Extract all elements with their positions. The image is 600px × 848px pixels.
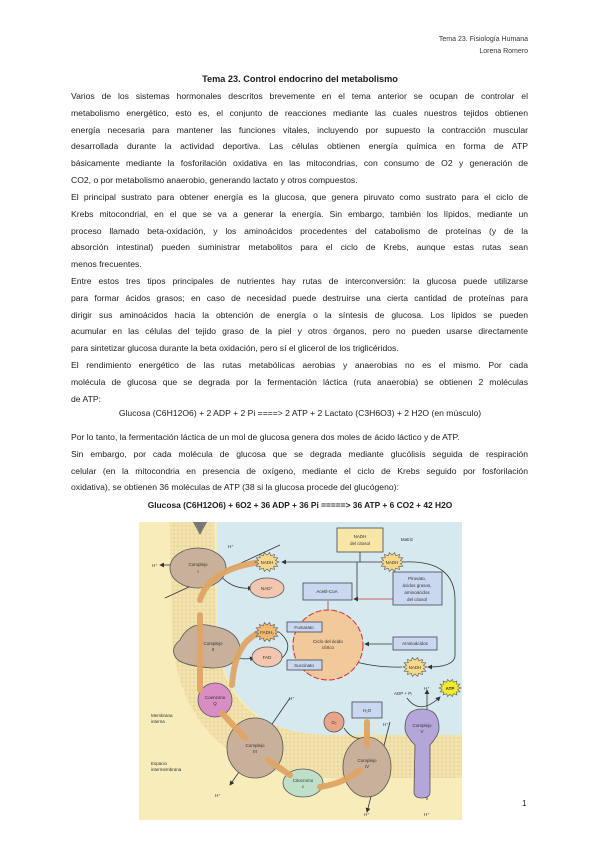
nadh-label: NADH <box>260 560 274 565</box>
text-line: dirigir sus aminoácidos hacia la obtención de energía o la síntesis de glucosa. Los lípidos se pueden <box>71 309 528 320</box>
text-line: de ATP: <box>71 393 101 404</box>
membrane-label-2: interna <box>151 719 165 724</box>
cytc-label: Citocromo <box>292 778 314 783</box>
complex-ii-label: Complejo <box>203 641 223 646</box>
text-line: para formar ácidos grasos; en caso de necesidad puede destruirse una cierta cantidad de proteínas para <box>71 292 528 303</box>
text-line: básicamente mediante la fosforilación oxidativa en las mitocondrias, con consumo de O2 y generación de <box>71 158 528 168</box>
o2-label: O₂ <box>331 720 337 725</box>
adp-pi-label: ADP + Pᵢ <box>393 691 413 696</box>
complex-i-label-2: I <box>197 569 199 574</box>
amino-acids-label: Aminoácidos <box>402 641 428 646</box>
coq-label-2: Q <box>213 701 217 706</box>
text-line: energía necesaria para mantener las funciones vitales, incluyendo por supuesto la contracción muscular <box>71 124 528 135</box>
complex-iii-label: Complejo <box>245 743 265 748</box>
h-plus-label: H⁺ <box>424 812 430 817</box>
h-plus-label: H⁺ <box>383 722 389 727</box>
nadh-label-cytosol: NADH <box>385 560 399 565</box>
coq-label: Coenzima <box>204 695 226 700</box>
matrix-label: Matriz <box>400 537 414 542</box>
complex-v-label: Complejo <box>412 723 432 728</box>
header-course: Tema 23. Fisiología Humana <box>438 36 528 43</box>
complex-i <box>170 548 226 588</box>
paragraph <box>71 429 528 496</box>
acetyl-coa-label: Acetil-CoA <box>316 589 338 594</box>
text-line: absorción intestinal) pueden suministrar metabolitos para el ciclo de Krebs, aunque estas rutas sean <box>71 242 528 253</box>
atp-label: ATP <box>445 686 455 691</box>
pyruvate-label-4: del citosol <box>406 597 428 602</box>
nadh-label-cycle: NADH <box>408 665 422 670</box>
intermembrane-label-2: intermembrana <box>151 767 182 772</box>
text-line: Entre estos tres tipos principales de nutrientes hay rutas de interconversión: la glucosa puede utilizarse <box>71 276 528 286</box>
text-line: desarrollada durante la actividad deportiva. Las células obtienen energía química en forma de ATP <box>71 141 528 152</box>
text-line: para sintetizar glucosa durante la beta oxidación, pero sí el glicerol de los triglicéridos. <box>71 343 399 353</box>
complex-v-label-2: V <box>420 729 424 734</box>
page-title: Tema 23. Control endocrino del metabolismo <box>202 74 398 84</box>
oxidative-phosphorylation-figure <box>139 522 462 820</box>
text-line: El rendimiento energético de las rutas metabólicas aerobias y anaerobias no es el mismo. Por cada <box>71 360 528 370</box>
h-plus-label: H⁺ <box>364 812 370 817</box>
page-number: 1 <box>522 799 527 808</box>
nadh-cytosol-label: NADH <box>353 534 367 539</box>
paragraph <box>71 273 528 357</box>
nadh-cytosol-label-2: del citosol <box>349 541 371 546</box>
equation-lactic: Glucosa (C6H12O6) + 2 ADP + 2 Pi ====> 2 ATP + 2 Lactato (C3H6O3) + 2 H2O (en músculo) <box>118 408 482 418</box>
text-line: molécula de glucosa que se degrada por la fermentación láctica (ruta anaerobia) se obtienen 2 moléculas <box>71 376 528 387</box>
paragraph <box>71 357 528 407</box>
membrane-label: Membrana <box>151 713 173 718</box>
text-line: acumular en las células del tejido graso de la piel y otros órganos, pero no pueden usarse directamente <box>71 326 528 337</box>
complex-iii-label-2: III <box>253 749 257 754</box>
cytc-label-2: c <box>301 784 305 789</box>
pyruvate-label-2: ácidos grasos, <box>402 583 432 588</box>
fad-label: FAD <box>262 655 272 660</box>
complex-i-label: Complejo <box>188 562 208 567</box>
header-author: Lorena Romero <box>479 48 528 55</box>
text-line: Sin embargo, por cada molécula de glucosa que se degrada mediante glucólisis seguida de respiración <box>71 448 528 459</box>
nad-label: NAD⁺ <box>261 586 273 591</box>
text-line: menos frecuentes. <box>71 259 142 269</box>
cycle-label: Ciclo del ácido <box>313 639 343 644</box>
text-line: oxidativa), se obtienen 36 moléculas de ATP (38 si la glucosa procede del glucógeno): <box>71 482 399 493</box>
text-line: celular (en la mitocondria en presencia de oxígeno, mediante el ciclo de Krebs seguido por fosforilación <box>71 465 528 476</box>
running-header <box>439 34 528 58</box>
nadh-cytosol-box <box>337 528 383 552</box>
complex-iv-label-2: IV <box>364 764 370 769</box>
water-label: H₂O <box>362 708 372 713</box>
text-line: Por lo tanto, la fermentación láctica de un mol de glucosa genera dos moles de ácido láctico y de ATP. <box>71 432 460 442</box>
h-plus-label: H⁺ <box>289 696 295 701</box>
succinate-label: Succinato <box>294 663 314 668</box>
text-line: proceso llamado beta-oxidación, y los aminoácidos procedentes del catabolismo de proteínas (y de la <box>71 225 528 236</box>
text-line: metabolismo energético, esto es, el conjunto de reacciones mediante las cuales nuestros tejidos obtienen <box>71 107 528 118</box>
complex-ii-label-2: II <box>211 647 215 652</box>
text-line: Krebs mitocondrial, en el que se va a generar la energía. Sin embargo, también los lípidos, mediante un <box>71 208 528 219</box>
intermembrane-label: Espacio <box>151 761 168 766</box>
text-line: El principal sustrato para obtener energía es la glucosa, que genera piruvato como sustrato para el ciclo de <box>71 192 528 202</box>
coenzyme-q <box>198 683 232 717</box>
h-plus-label: H⁺ <box>152 563 158 568</box>
h-plus-label: H⁺ <box>228 544 234 549</box>
h-plus-label: H⁺ <box>424 686 430 691</box>
fumarate-label: Fumarato <box>294 625 314 630</box>
complex-iv-label: Complejo <box>357 758 377 763</box>
paragraph <box>71 189 528 273</box>
fadh2-label: FADH₂ <box>260 630 274 635</box>
equation-aerobic: Glucosa (C6H12O6) + 6O2 + 36 ADP + 36 Pi =====> 36 ATP + 6 CO2 + 42 H2O <box>147 500 453 510</box>
text-line: CO2, o por metabolismo anaerobio, generando lactato y otros compuestos. <box>71 174 358 185</box>
text-line: Varios de los sistemas hormonales descritos brevemente en el tema anterior se ocupan de controlar el <box>71 91 528 101</box>
pyruvate-label-3: aminoácidos <box>404 590 430 595</box>
h-plus-label: H⁺ <box>215 793 221 798</box>
paragraph <box>71 88 528 189</box>
cycle-label-2: cítrico <box>321 645 335 650</box>
pyruvate-label: Piruvato, <box>408 576 426 581</box>
